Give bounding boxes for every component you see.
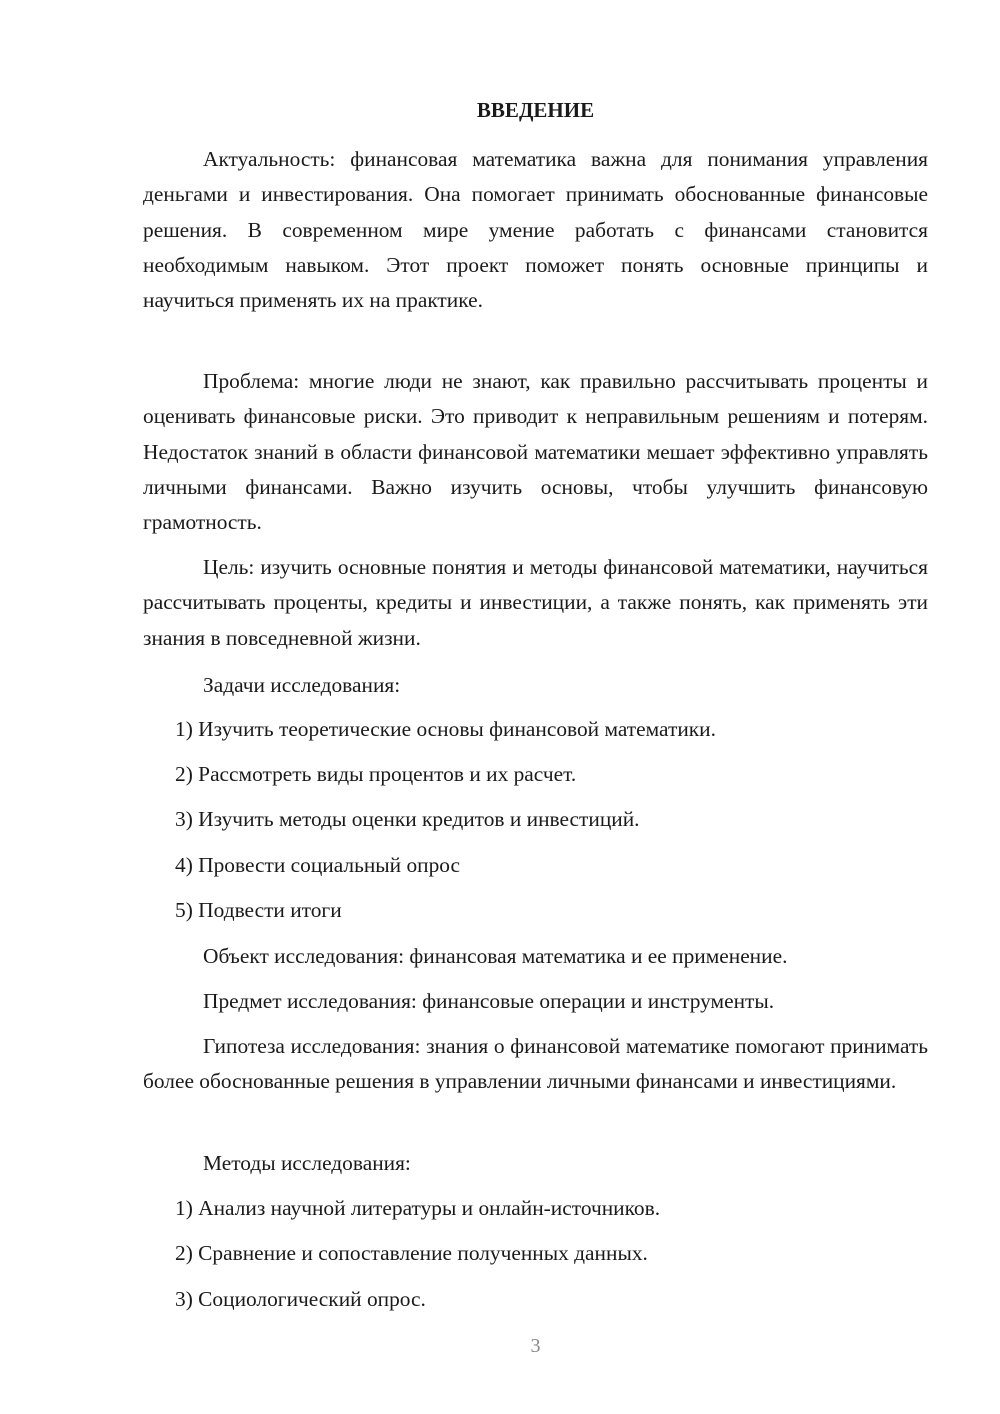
tasks-heading: Задачи исследования: xyxy=(203,673,401,697)
method-item: 1) Анализ научной литературы и онлайн-источников. xyxy=(175,1196,661,1220)
methods-heading: Методы исследования: xyxy=(203,1151,411,1175)
paragraph-goal: Цель: изучить основные понятия и методы финансовой математики, научиться рассчитывать проценты, кредиты и инвестиции, а также понять, как применять эти знания в повседневной жизни. xyxy=(143,555,928,650)
method-item: 3) Социологический опрос. xyxy=(175,1287,426,1311)
method-item: 2) Сравнение и сопоставление полученных данных. xyxy=(175,1241,648,1265)
paragraph-problem: Проблема: многие люди не знают, как правильно рассчитывать проценты и оценивать финансовые риски. Это приводит к неправильным решениям и потерям. Недостаток знаний в области финансовой математики мешает эффективно управлять личными финансами. Важно изучить основы, чтобы улучшить финансовую грамотность. xyxy=(143,369,928,535)
task-item: 3) Изучить методы оценки кредитов и инвестиций. xyxy=(175,807,640,831)
research-object: Объект исследования: финансовая математика и ее применение. xyxy=(203,944,788,968)
paragraph-relevance: Актуальность: финансовая математика важна для понимания управления деньгами и инвестирования. Она помогает принимать обоснованные финансовые решения. В современном мире умение работать с финансами становится необходимым навыком. Этот проект поможет понять основные принципы и научиться применять их на практике. xyxy=(143,147,928,313)
task-item: 1) Изучить теоретические основы финансовой математики. xyxy=(175,717,716,741)
task-item: 5) Подвести итоги xyxy=(175,898,342,922)
task-item: 2) Рассмотреть виды процентов и их расчет. xyxy=(175,762,577,786)
paragraph-hypothesis: Гипотеза исследования: знания о финансовой математике помогают принимать более обоснованные решения в управлении личными финансами и инвестициями. xyxy=(143,1034,928,1094)
section-title: ВВЕДЕНИЕ xyxy=(476,98,595,122)
task-item: 4) Провести социальный опрос xyxy=(175,853,461,877)
page-number: 3 xyxy=(530,1335,541,1357)
research-subject: Предмет исследования: финансовые операции и инструменты. xyxy=(203,989,775,1013)
